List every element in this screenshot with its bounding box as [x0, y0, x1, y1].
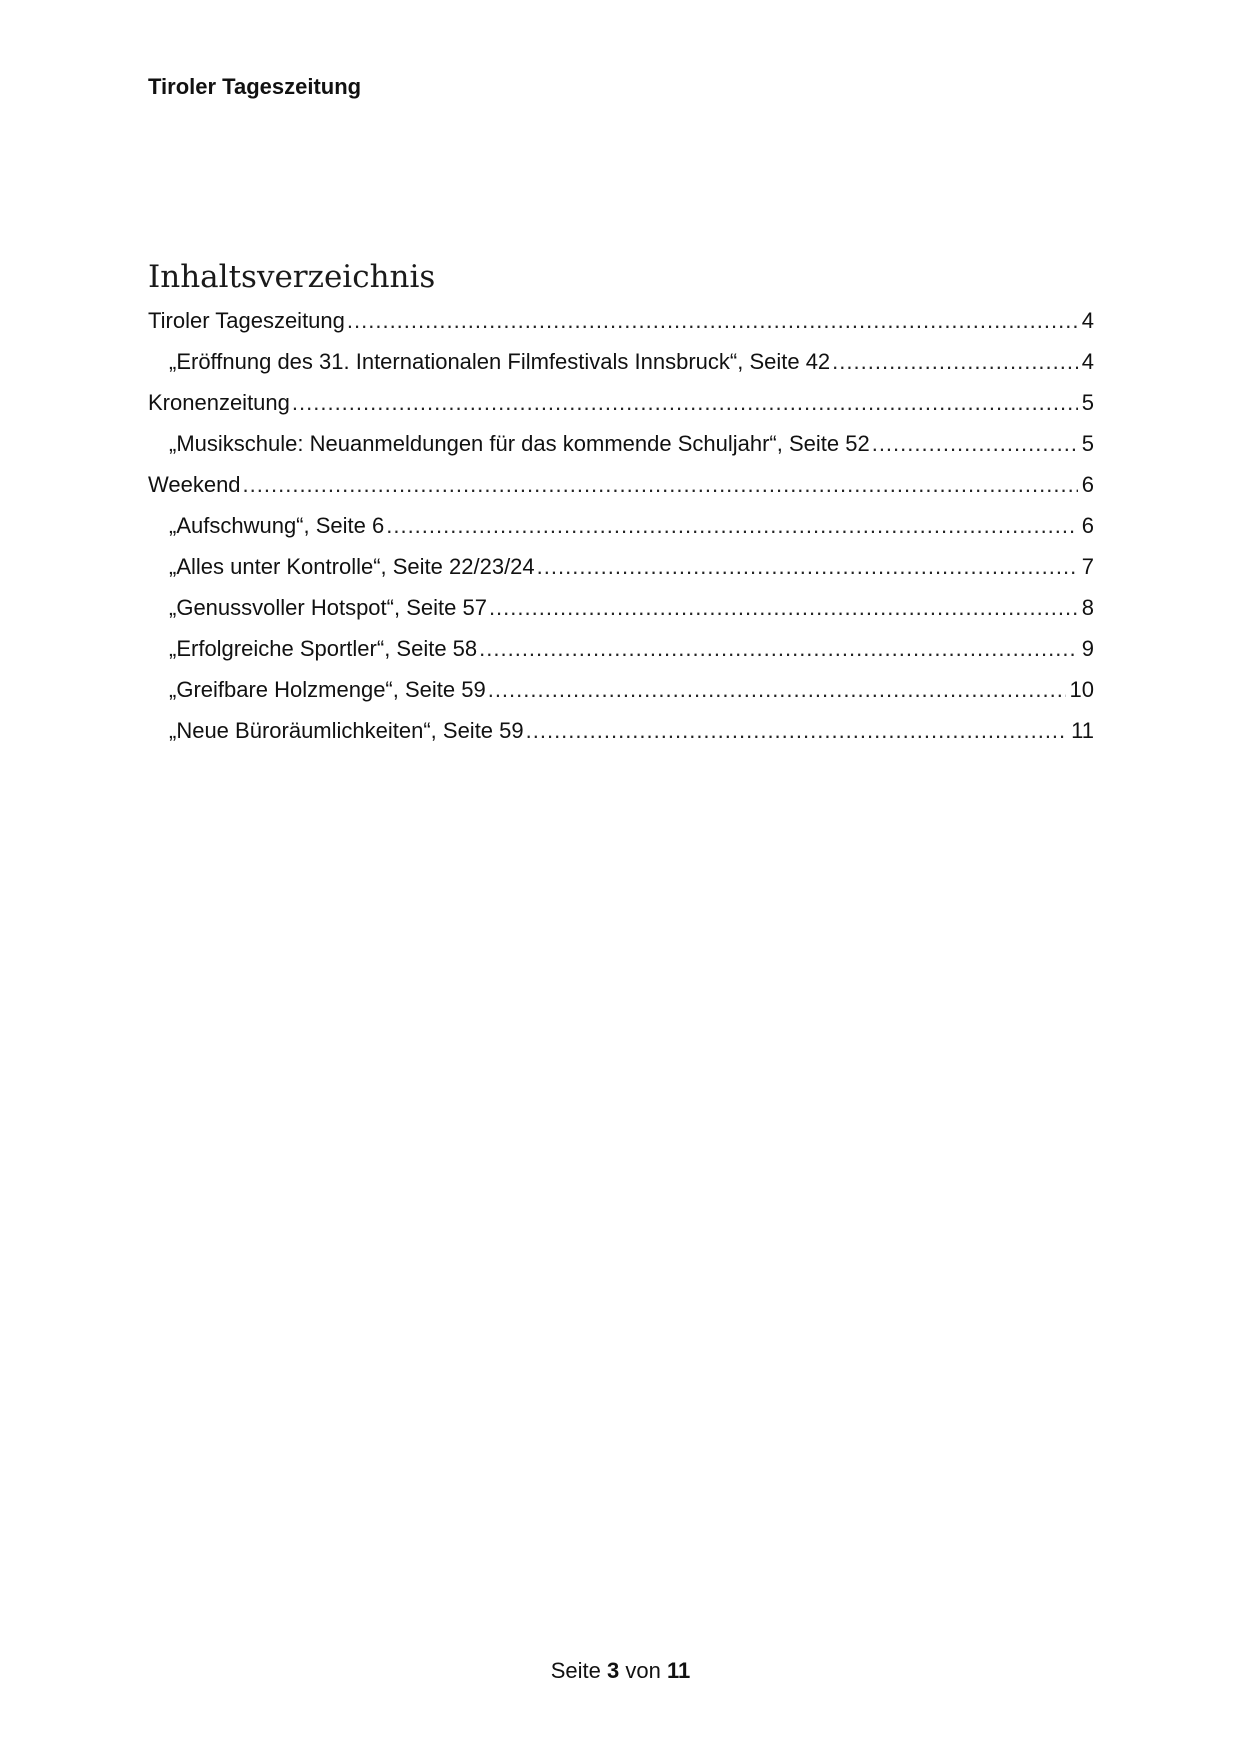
toc-entry-title: „Neue Büroräumlichkeiten“, Seite 59 — [169, 718, 524, 743]
footer-separator: von — [625, 1658, 661, 1683]
toc-entry-page-number: 4 — [1081, 308, 1094, 333]
toc-dot-leader — [526, 716, 1068, 746]
footer-total-pages: 11 — [667, 1658, 691, 1683]
toc-entry-page-number: 6 — [1081, 513, 1094, 538]
toc-entry-title: Tiroler Tageszeitung — [148, 308, 345, 333]
toc-entry-title: „Aufschwung“, Seite 6 — [169, 513, 385, 538]
toc-heading: Inhaltsverzeichnis — [148, 258, 436, 295]
toc-entry[interactable] — [148, 634, 1094, 675]
toc-entry-title: „Alles unter Kontrolle“, Seite 22/23/24 — [169, 554, 535, 579]
toc-entry[interactable] — [148, 347, 1094, 388]
toc-entry-title: „Greifbare Holzmenge“, Seite 59 — [169, 677, 486, 702]
toc-entry[interactable] — [148, 429, 1094, 470]
table-of-contents — [148, 306, 1094, 757]
toc-entry-page-number: 6 — [1081, 472, 1094, 497]
toc-dot-leader — [489, 593, 1078, 623]
toc-entry[interactable] — [148, 552, 1094, 593]
toc-dot-leader — [872, 429, 1078, 459]
page-footer — [0, 1657, 1241, 1685]
toc-dot-leader — [243, 470, 1078, 500]
toc-dot-leader — [479, 634, 1078, 664]
toc-entry-page-number: 10 — [1069, 677, 1094, 702]
toc-entry-page-number: 5 — [1081, 390, 1094, 415]
toc-entry-title: „Eröffnung des 31. Internationalen Filmfestivals Innsbruck“, Seite 42 — [169, 349, 831, 374]
toc-dot-leader — [832, 347, 1078, 377]
toc-entry[interactable] — [148, 593, 1094, 634]
toc-dot-leader — [347, 306, 1078, 336]
toc-entry-page-number: 4 — [1081, 349, 1094, 374]
toc-entry-page-number: 9 — [1081, 636, 1094, 661]
toc-entry[interactable] — [148, 511, 1094, 552]
footer-prefix: Seite — [550, 1658, 601, 1683]
toc-entry-title: „Musikschule: Neuanmeldungen für das kommende Schuljahr“, Seite 52 — [169, 431, 870, 456]
toc-dot-leader — [488, 675, 1066, 705]
toc-entry[interactable] — [148, 675, 1094, 716]
toc-entry[interactable] — [148, 716, 1094, 757]
toc-entry[interactable] — [148, 470, 1094, 511]
toc-entry[interactable] — [148, 306, 1094, 347]
toc-entry-title: Kronenzeitung — [148, 390, 290, 415]
footer-current-page: 3 — [607, 1658, 620, 1683]
running-header: Tiroler Tageszeitung — [148, 74, 362, 99]
toc-dot-leader — [386, 511, 1078, 541]
toc-entry-page-number: 8 — [1081, 595, 1094, 620]
toc-dot-leader — [537, 552, 1078, 582]
toc-entry-page-number: 11 — [1071, 718, 1094, 743]
toc-entry-title: „Genussvoller Hotspot“, Seite 57 — [169, 595, 487, 620]
toc-entry[interactable] — [148, 388, 1094, 429]
toc-entry-page-number: 7 — [1081, 554, 1094, 579]
toc-entry-title: „Erfolgreiche Sportler“, Seite 58 — [169, 636, 478, 661]
toc-entry-title: Weekend — [148, 472, 241, 497]
toc-dot-leader — [292, 388, 1078, 418]
toc-entry-page-number: 5 — [1081, 431, 1094, 456]
